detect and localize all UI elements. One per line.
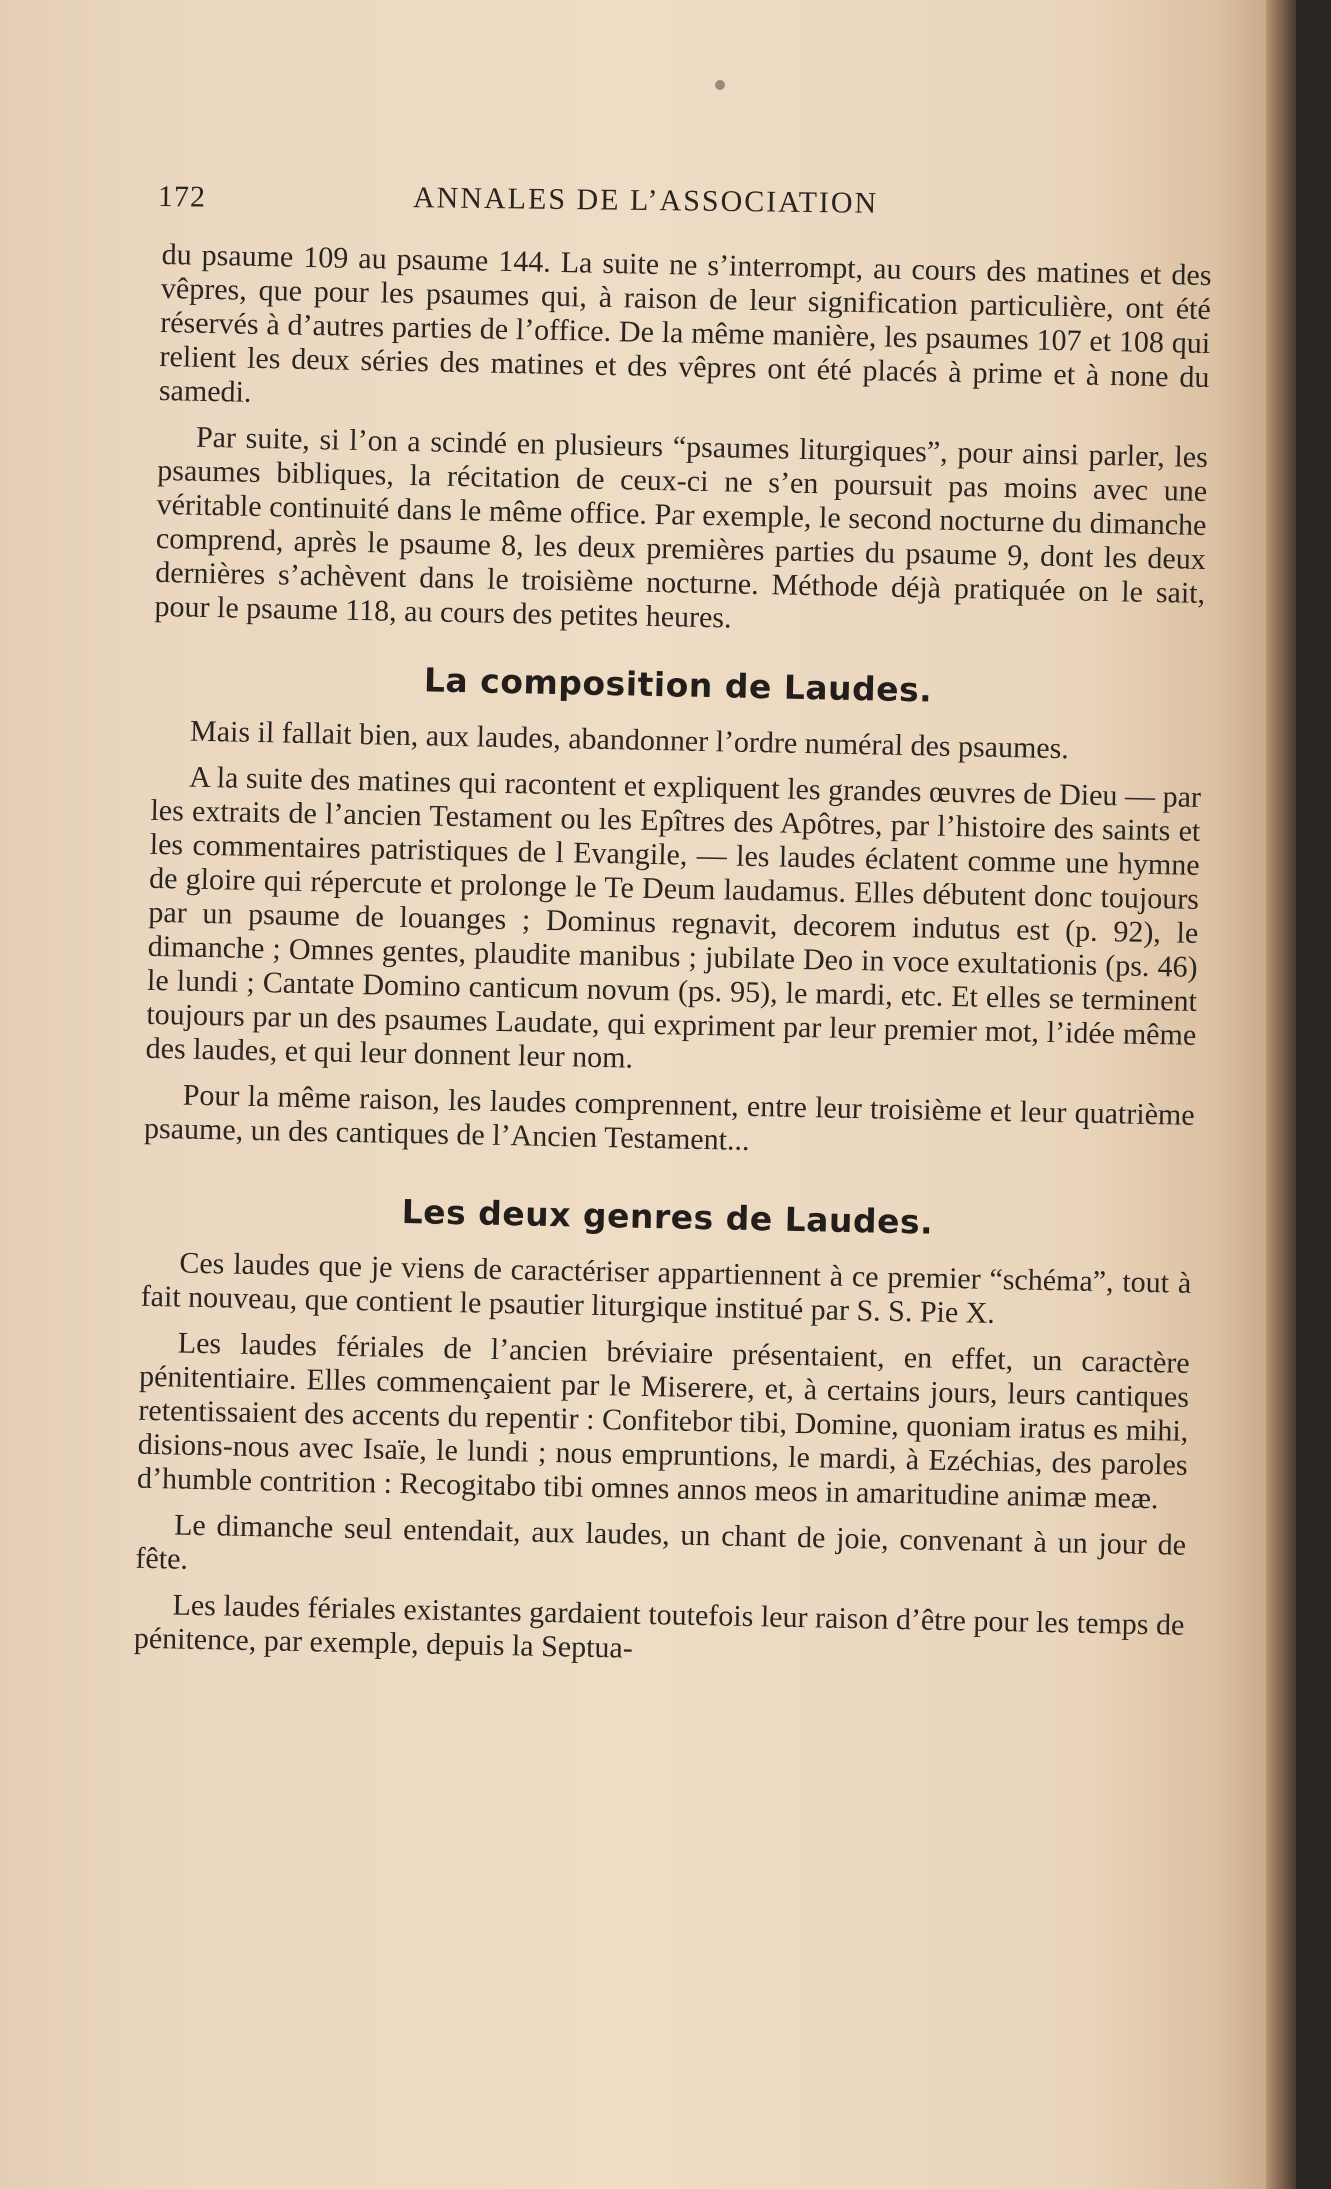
paragraph: du psaume 109 au psaume 144. La suite ne s’interrompt, au cours des matines et des vêpres, que pour les psaumes qui, à raison de leur signification particulière, ont été réservés à d’autres parties de l’office. De la même manière, les psaumes 107 et 108 qui relient les deux séries des matines et des vêpres ont été placés à prime et à none du samedi. xyxy=(158,238,1212,409)
paragraph: Ces laudes que je viens de caractériser appartiennent à ce premier “schéma”, tout à fait nouveau, que contient le psautier liturgique institué par S. S. Pie X. xyxy=(140,1246,1192,1330)
running-title: ANNALES DE L’ASSOCIATION xyxy=(412,181,879,220)
paragraph: Pour la même raison, les laudes comprennent, entre leur troisième et leur quatrième psaume, un des cantiques de l’Ancien Testament... xyxy=(143,1078,1195,1157)
page-header xyxy=(158,172,1219,235)
page-number: 172 xyxy=(157,180,207,214)
paragraph: Le dimanche seul entendait, aux laudes, un chant de joie, convenant à un jour de fête. xyxy=(135,1508,1187,1576)
paragraph: Mais il fallait bien, aux laudes, abandonner l’ordre numéral des psaumes. xyxy=(189,714,1070,766)
paragraph: Les laudes fériales existantes gardaient toutefois leur raison d’être pour les temps de pénitence, par exemple, depuis la Septua- xyxy=(133,1588,1185,1665)
paragraph: Les laudes fériales de l’ancien bréviaire présentaient, en effet, un caractère pénitentiaire. Elles commençaient par le Miserere, et, à certains jours, leurs cantiques retentissaient des accents du repentir : Confitebor tibi, Domine, quoniam iratus es mihi, disions-nous avec Isaïe, le lundi ; nous empruntions, le mardi, à Ezéchias, des paroles d’humble contrition : Recogitabo tibi omnes annos meos in amaritudine animæ meæ. xyxy=(136,1326,1190,1516)
paragraph: Par suite, si l’on a scindé en plusieurs “psaumes liturgiques”, pour ainsi parler, les psaumes bibliques, la récitation de ceux-ci ne s’en poursuit pas moins avec une véritable continuité dans le même office. Par exemple, le second nocturne du dimanche comprend, après le psaume 8, les deux premières parties du psaume 9, dont les deux dernières s’achèvent dans le troisième nocturne. Méthode déjà pratiquée on le sait, pour le psaume 118, au cours des petites heures. xyxy=(154,420,1209,635)
book-spine-edge xyxy=(1266,0,1296,2189)
section-heading: La composition de Laudes. xyxy=(423,660,933,710)
page-mark xyxy=(715,80,725,90)
page-body xyxy=(133,238,1211,1689)
paragraph: A la suite des matines qui racontent et expliquent les grandes œuvres de Dieu — par les extraits de l’ancien Testament ou les Epîtres des Apôtres, par l’histoire des saints et les commentaires patristiques de l Evangile, — les laudes éclatent comme une hymne de gloire qui répercute et prolonge le Te Deum laudamus. Elles débutent donc toujours par un psaume de louanges ; Dominus regnavit, decorem indutus est (p. 92), le dimanche ; Omnes gentes, plaudite manibus ; jubilate Deo in voce exultationis (ps. 46) le lundi ; Cantate Domino canticum novum (ps. 95), le mardi, etc. Et elles se terminent toujours par un des psaumes Laudate, qui expriment par leur premier mot, l’idée même des laudes, et qui leur donnent leur nom. xyxy=(145,760,1202,1075)
section-heading: Les deux genres de Laudes. xyxy=(401,1192,934,1242)
